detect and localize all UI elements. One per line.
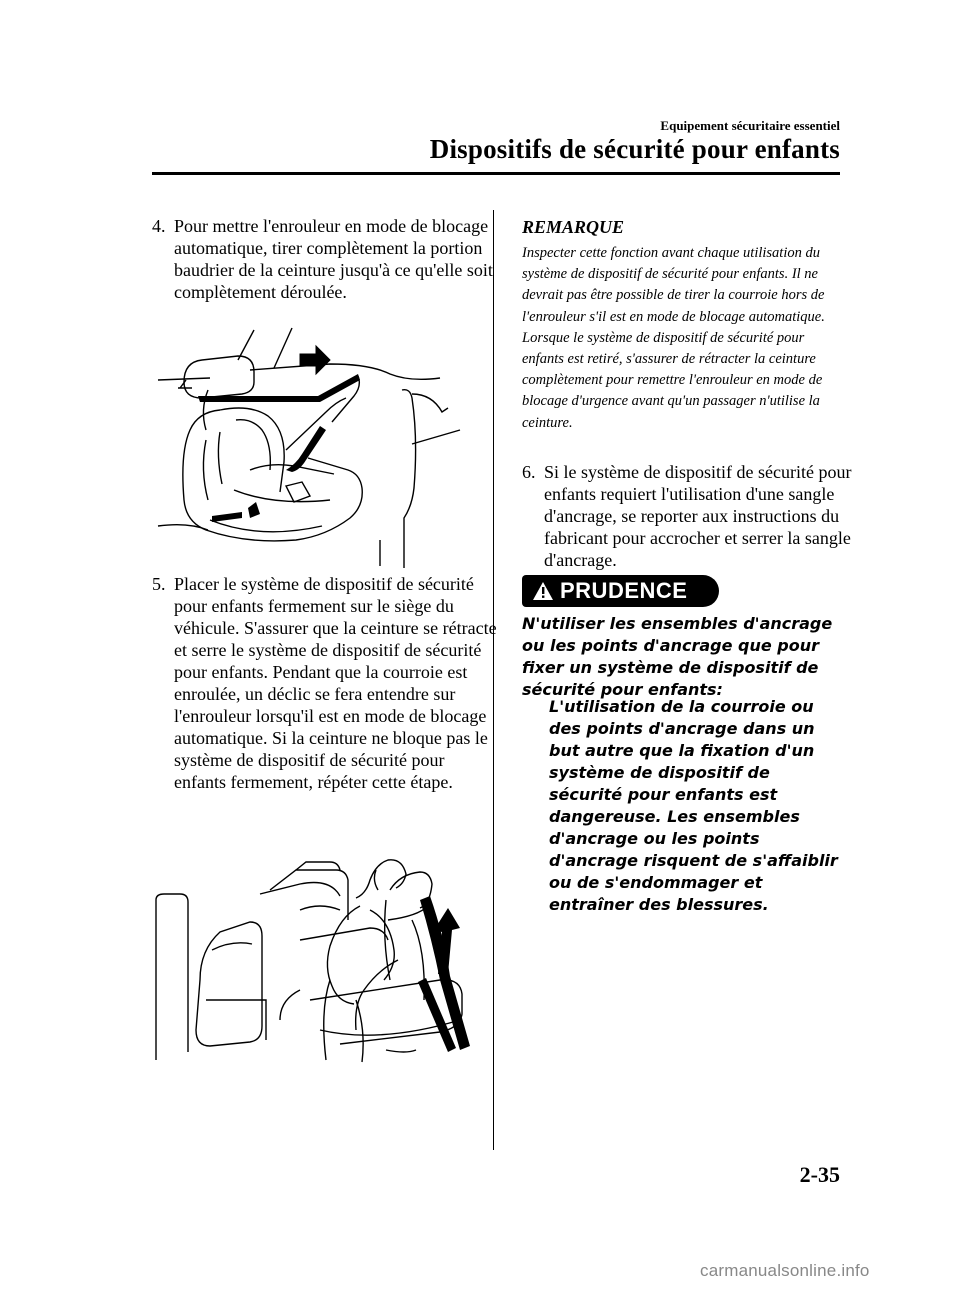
- child-seat-belt-illustration: [150, 320, 470, 568]
- step-number: 4.: [152, 216, 166, 236]
- page-number: 2-35: [799, 1162, 840, 1187]
- person-installing-seat-illustration: [150, 850, 475, 1065]
- step-number: 6.: [522, 462, 536, 482]
- step-number: 5.: [152, 574, 166, 594]
- step-5: [152, 573, 500, 793]
- step-4: [152, 215, 500, 303]
- step-text: Pour mettre l'enrouleur en mode de blocage automatique, tirer complètement la portion baudrier de la ceinture jusqu'à ce qu'elle soit complètement déroulée.: [174, 216, 493, 302]
- remark-body: Inspecter cette fonction avant chaque utilisation du système de dispositif de sécurité pour enfants. Il ne devrait pas être possible de tirer la courroie hors de l'enrouleur s'il est en mode de blocage automatique. Lorsque le système de dispositif de sécurité pour enfants est retiré, s'assurer de rétracter la ceinture complètement pour remettre l'enrouleur en mode de blocage d'urgence avant qu'un passager n'utilise la ceinture.: [522, 245, 825, 431]
- section-label: Equipement sécuritaire essentiel: [660, 118, 840, 133]
- step-text: Si le système de dispositif de sécurité pour enfants requiert l'utilisation d'une sangle d'ancrage, se reporter aux instructions du fabricant pour accrocher et serrer la sangle d'ancrage.: [544, 462, 852, 570]
- watermark: carmanualsonline.info: [700, 1261, 870, 1280]
- caution-label: PRUDENCE: [560, 578, 688, 603]
- step-6: [522, 461, 866, 571]
- caution-detail: L'utilisation de la courroie ou des points d'ancrage dans un but autre que la fixation d'un système de dispositif de sécurité pour enfants est dangereuse. Les ensembles d'ancrage ou les points d'ancrage risquent de s'affaiblir ou de s'endommager et entraîner des blessures.: [549, 697, 838, 914]
- page-title: Dispositifs de sécurité pour enfants: [429, 134, 840, 164]
- step-text: Placer le système de dispositif de sécurité pour enfants fermement sur le siège du véhicule. S'assurer que la ceinture se rétracte et serre le système de dispositif de sécurité pour enfants. Pendant que la courroie est enroulée, un déclic se fera entendre sur l'enrouleur lorsqu'il est en mode de blocage automatique. Si la ceinture ne bloque pas le système de dispositif de sécurité pour enfants fermement, répéter cette étape.: [174, 574, 497, 792]
- caution-heading: N'utiliser les ensembles d'ancrage ou les points d'ancrage que pour fixer un système de dispositif de sécurité pour enfants:: [522, 614, 833, 699]
- warning-triangle-icon: [532, 581, 554, 601]
- remark-title: REMARQUE: [522, 217, 625, 237]
- header-rule: [152, 172, 840, 175]
- caution-badge: [522, 575, 719, 607]
